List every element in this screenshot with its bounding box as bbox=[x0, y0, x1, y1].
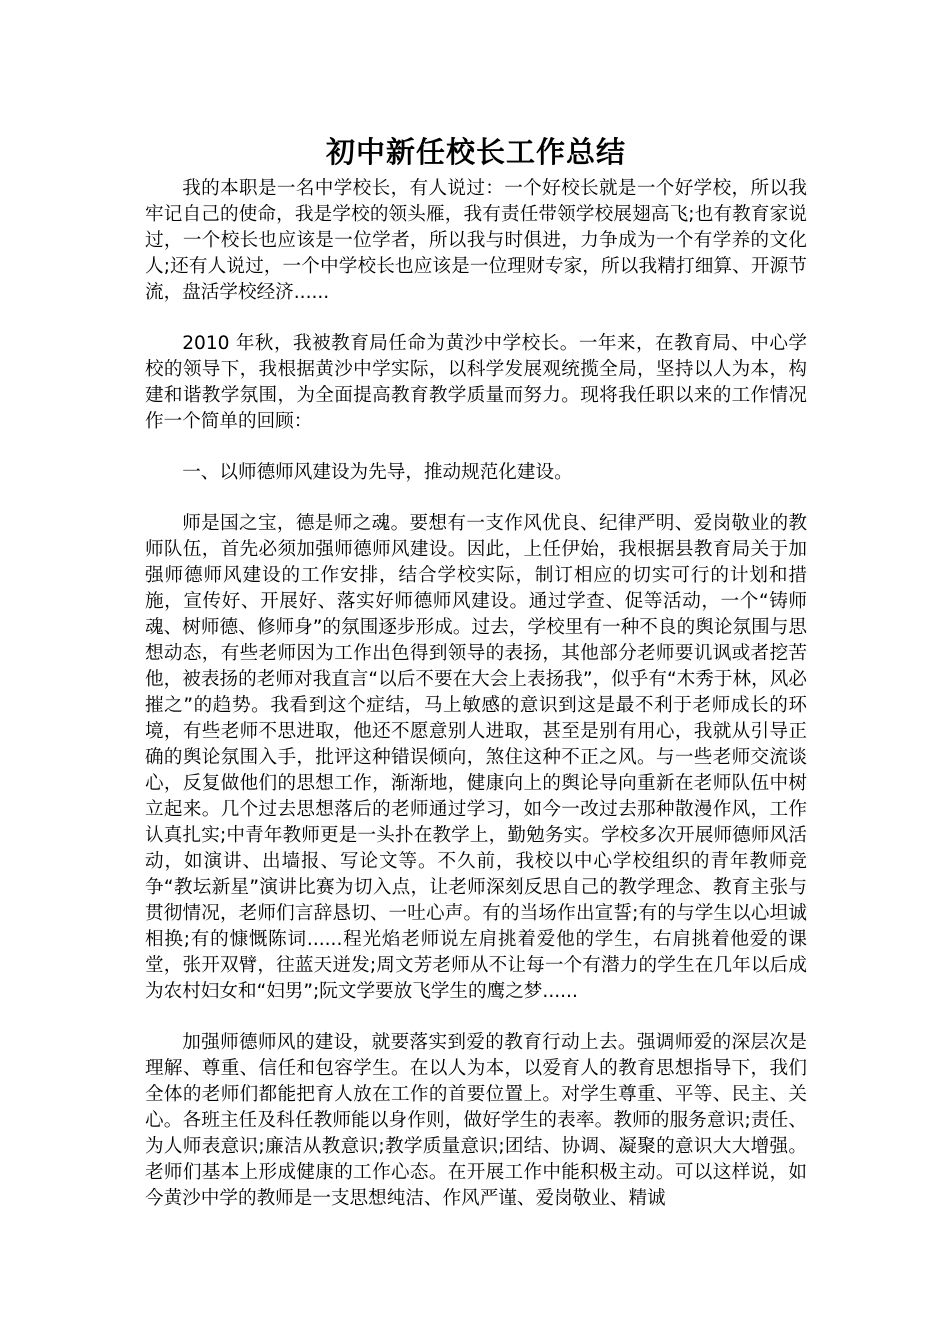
teacher-ethics-paragraph: 师是国之宝，德是师之魂。要想有一支作风优良、纪律严明、爱岗敬业的教师队伍，首先必须加强师德师风建设。因此，上任伊始，我根据县教育局关于加强师德师风建设的工作安排，结合学校实际，制订相应的切实可行的计划和措施，宣传好、开展好、落实好师德师风建设。通过学查、促等活动，一个“铸师魂、树师德、修师身”的氛围逐步形成。过去，学校里有一种不良的舆论氛围与思想动态，有些老师因为工作出色得到领导的表扬，其他部分老师要讥讽或者挖苦他，被表扬的老师对我直言“以后不要在大会上表扬我”，似乎有“木秀于林，风必摧之”的趋势。我看到这个症结，马上敏感的意识到这是最不利于老师成长的环境，有些老师不思进取，他还不愿意别人进取，甚至是别有用心，我就从引导正确的舆论氛围入手，批评这种错误倾向，煞住这种不正之风。与一些老师交流谈心，反复做他们的思想工作，渐渐地，健康向上的舆论导向重新在老师队伍中树立起来。几个过去思想落后的老师通过学习，如今一改过去那种散漫作风，工作认真扎实;中青年教师更是一头扑在教学上，勤勉务实。学校多次开展师德师风活动，如演讲、出墙报、写论文等。不久前，我校以中心学校组织的青年教师竞争“教坛新星”演讲比赛为切入点，让老师深刻反思自己的教学理念、教育主张与贯彻情况，老师们言辞恳切、一吐心声。有的当场作出宣誓;有的与学生以心坦诚相换;有的慷慨陈词......程光焰老师说左肩挑着爱他的学生，右肩挑着他爱的课堂，张开双臂，往蓝天迸发;周文芳老师从不让每一个有潜力的学生在几年以后成为农村妇女和“妇男”;阮文学要放飞学生的鹰之梦...... bbox=[145, 513, 807, 1002]
document-page bbox=[145, 128, 807, 1212]
love-education-paragraph: 加强师德师风的建设，就要落实到爱的教育行动上去。强调师爱的深层次是理解、尊重、信任和包容学生。在以人为本，以爱育人的教育思想指导下，我们全体的老师们都能把育人放在工作的首要位置上。对学生尊重、平等、民主、关心。各班主任及科任教师能以身作则，做好学生的表率。教师的服务意识;责任、为人师表意识;廉洁从教意识;教学质量意识;团结、协调、凝聚的意识大大增强。老师们基本上形成健康的工作心态。在开展工作中能积极主动。可以这样说，如今黄沙中学的教师是一支思想纯洁、作风严谨、爱岗敬业、精诚 bbox=[145, 1032, 807, 1209]
section-heading-1: 一、以师德师风建设为先导，推动规范化建设。 bbox=[182, 462, 573, 483]
background-paragraph: 2010 年秋，我被教育局任命为黄沙中学校长。一年来，在教育局、中心学校的领导下，我根据黄沙中学实际，以科学发展观统揽全局，坚持以人为本，构建和谐教学氛围，为全面提高教育教学质量而努力。现将我任职以来的工作情况作一个简单的回顾： bbox=[145, 333, 807, 432]
intro-paragraph: 我的本职是一名中学校长，有人说过：一个好校长就是一个好学校，所以我牢记自己的使命，我是学校的领头雁，我有责任带领学校展翅高飞;也有教育家说过，一个校长也应该是一位学者，所以我与时俱进，力争成为一个有学养的文化人;还有人说过，一个中学校长也应该是一位理财专家，所以我精打细算、开源节流，盘活学校经济...... bbox=[145, 178, 807, 303]
document-title: 初中新任校长工作总结 bbox=[325, 135, 626, 169]
